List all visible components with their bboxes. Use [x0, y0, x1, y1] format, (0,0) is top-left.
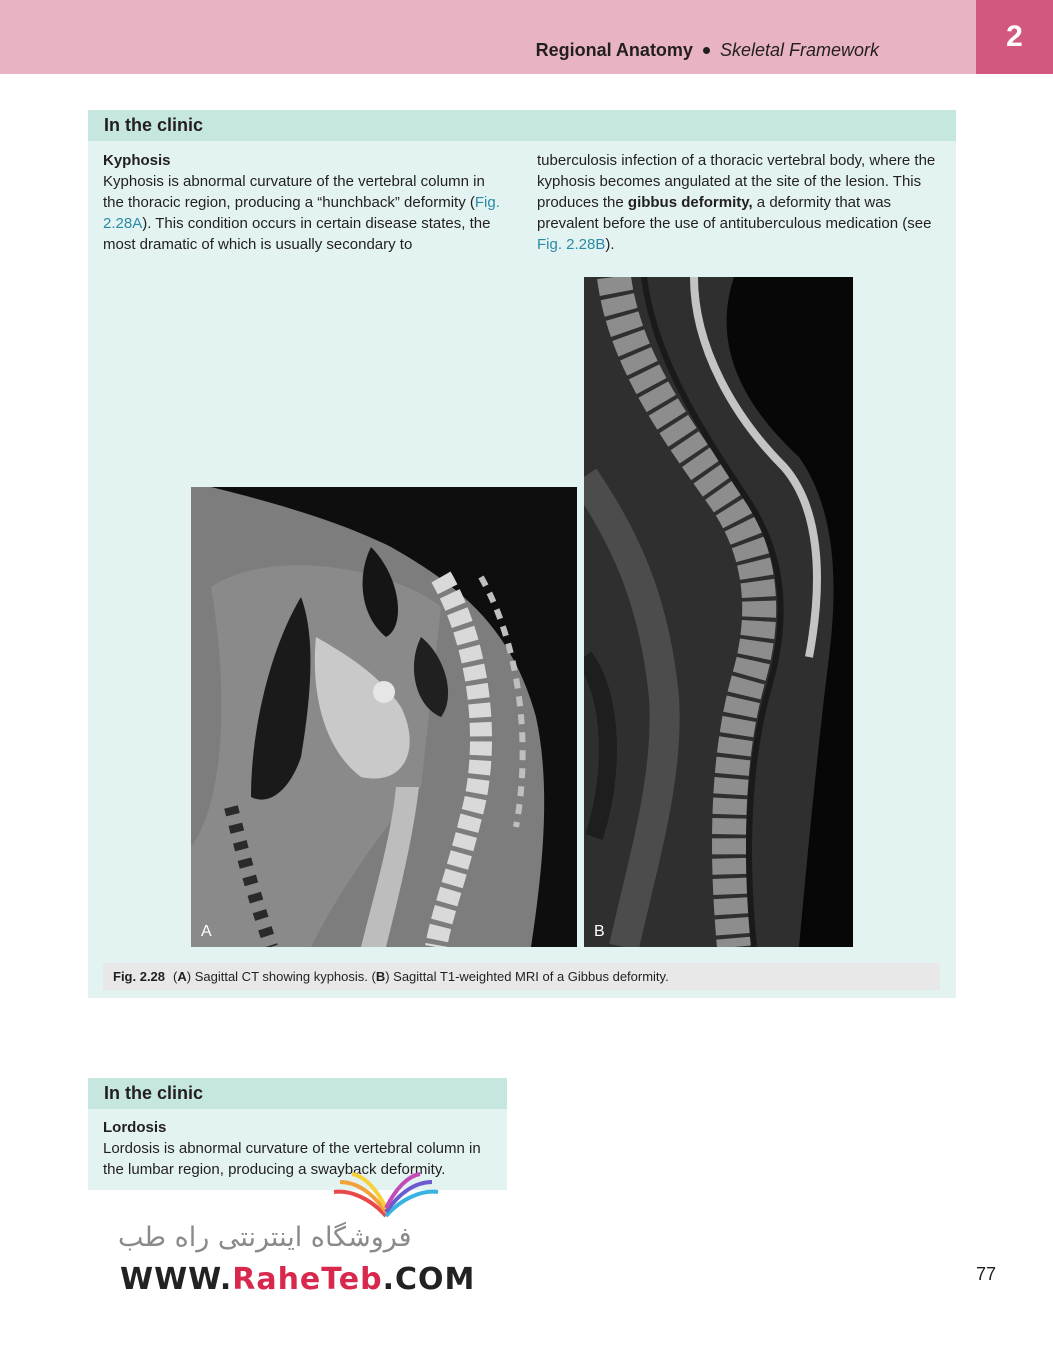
text-run: ). This condition occurs in certain disease states, the most dramatic of which is usually secondary to [103, 215, 491, 253]
mri-scan-illustration [584, 277, 853, 947]
bullet-dot-icon [703, 47, 710, 54]
watermark-url [120, 1262, 475, 1297]
text-run: tuberculosis infection of a thoracic vertebral body, where the kyphosis becomes angulated at the site of the lesion. This produces the [537, 152, 936, 211]
gibbus-deformity-term: gibbus deformity, [627, 194, 753, 211]
text-run: WWW. [120, 1262, 233, 1297]
header-subsection: Skeletal Framework [719, 40, 879, 60]
clinic-heading: In the clinic [88, 1078, 507, 1109]
figure-b-mri-image [584, 277, 853, 947]
text-column-right [537, 150, 942, 255]
lordosis-title: Lordosis [103, 1119, 167, 1136]
ct-scan-illustration [191, 487, 577, 947]
text-column-left [103, 150, 503, 255]
caption-letter-a: A [177, 969, 187, 984]
clinic-heading: In the clinic [88, 110, 956, 141]
header-title [536, 38, 879, 62]
text-run: ) Sagittal CT showing kyphosis. ( [186, 969, 376, 984]
figure-caption [103, 963, 940, 990]
running-header [0, 0, 976, 74]
text-run: ( [173, 969, 178, 984]
text-run: .COM [382, 1262, 476, 1297]
text-run: ) Sagittal T1-weighted MRI of a Gibbus deformity. [385, 969, 669, 984]
lordosis-paragraph: Lordosis is abnormal curvature of the vertebral column in the lumbar region, producing a swayback deformity. [103, 1140, 481, 1178]
caption-letter-b: B [375, 969, 386, 984]
text-run: ). [605, 236, 615, 253]
text-run: Kyphosis is abnormal curvature of the vertebral column in the thoracic region, producing a “hunchback” deformity ( [103, 173, 485, 211]
clinic-box-lordosis [88, 1078, 507, 1190]
caption-figure-number: Fig. 2.28 [113, 969, 166, 984]
watermark-persian-text: فروشگاه اینترنتی راه طب [118, 1222, 412, 1253]
open-book-logo-icon [330, 1168, 442, 1218]
header-section: Regional Anatomy [535, 40, 693, 60]
figure-label-a: A [201, 923, 212, 940]
kyphosis-paragraph-1 [103, 171, 503, 255]
fig-2-28a-link[interactable]: Fig. 2.28A [103, 194, 500, 232]
clinic-box-kyphosis [88, 110, 956, 998]
chapter-tab: 2 [976, 0, 1053, 74]
figure-a-ct-image [191, 487, 577, 947]
text-run: RaheTeb [232, 1262, 383, 1297]
fig-2-28b-link[interactable]: Fig. 2.28B [537, 236, 606, 253]
text-run: a deformity that was prevalent before the use of antituberculous medication (see [537, 194, 932, 232]
kyphosis-title: Kyphosis [103, 152, 171, 169]
kyphosis-paragraph-2 [537, 150, 942, 255]
page-number: 77 [976, 1264, 997, 1284]
figure-label-b: B [594, 923, 605, 940]
